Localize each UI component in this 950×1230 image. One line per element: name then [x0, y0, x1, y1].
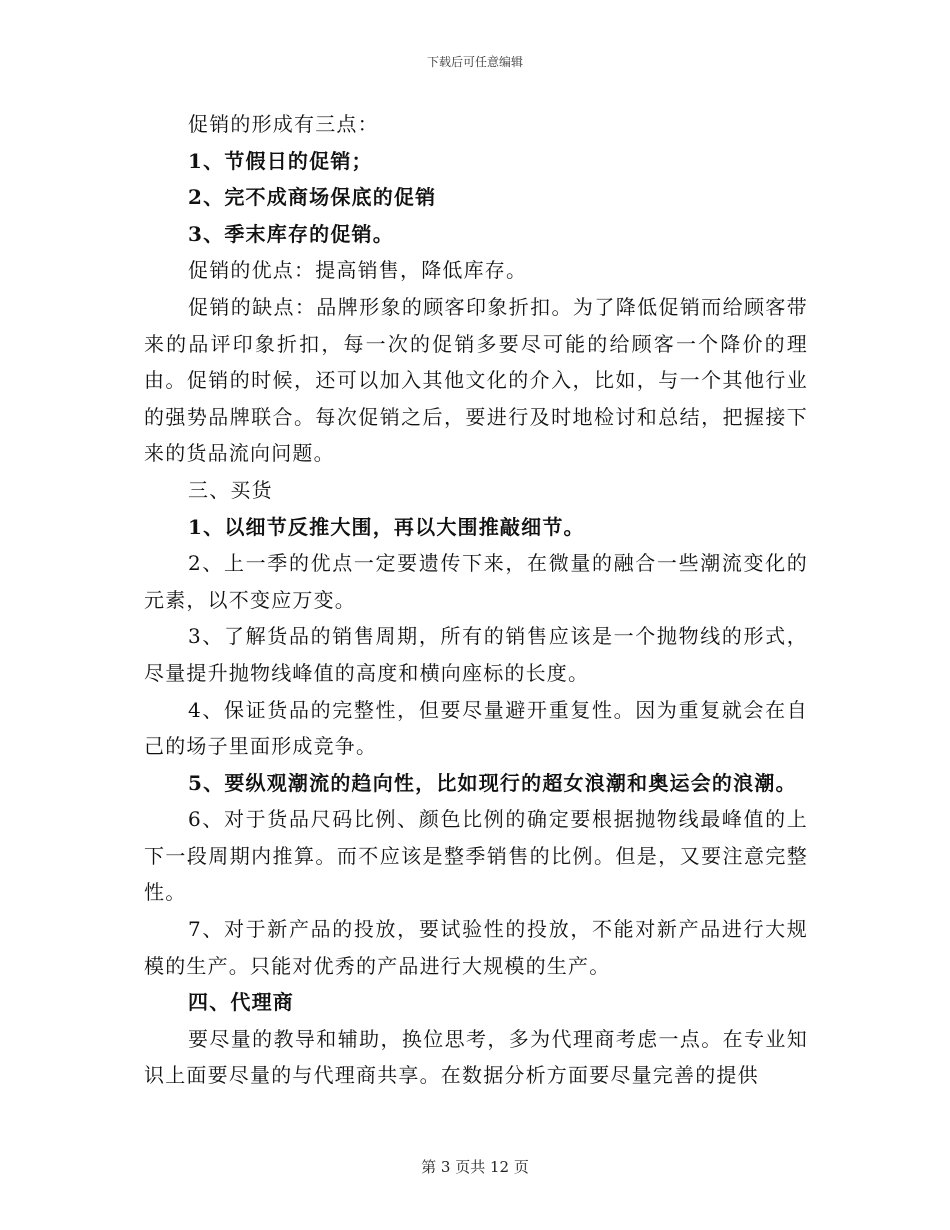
paragraph-promo-disadvantages: 促销的缺点：品牌形象的顾客印象折扣。为了降低促销而给顾客带来的品评印象折扣，每一次的促销多要尽可能的给顾客一个降价的理由。促销的时候，还可以加入其他文化的介入，比如，与一个其他行业的强势品牌联合。每次促销之后，要进行及时地检讨和总结，把握接下来的货品流向问题。 [144, 294, 808, 466]
document-body [144, 106, 808, 1094]
paragraph-agents: 要尽量的教导和辅助，换位思考，多为代理商考虑一点。在专业知识上面要尽量的与代理商共享。在数据分析方面要尽量完善的提供 [144, 1026, 808, 1088]
paragraph-buying-5: 5、要纵观潮流的趋向性，比如现行的超女浪潮和奥运会的浪潮。 [188, 770, 797, 795]
paragraph-promo-forms: 促销的形成有三点： [188, 112, 379, 136]
paragraph-mall-quota-promo: 2、完不成商场保底的促销 [188, 185, 437, 210]
paragraph-season-end-promo: 3、季末库存的促销。 [188, 221, 394, 246]
section-heading-buying: 三、买货 [188, 477, 273, 502]
paragraph-buying-1: 1、以细节反推大围，再以大围推敲细节。 [188, 514, 585, 539]
paragraph-buying-3: 3、了解货品的销售周期，所有的销售应该是一个抛物线的形式，尽量提升抛物线峰值的高度和横向座标的长度。 [144, 624, 808, 685]
paragraph-promo-advantages: 促销的优点：提高销售，降低库存。 [188, 258, 528, 283]
paragraph-buying-7: 7、对于新产品的投放，要试验性的投放，不能对新产品进行大规模的生产。只能对优秀的产品进行大规模的生产。 [144, 917, 808, 978]
paragraph-buying-4: 4、保证货品的完整性，但要尽量避开重复性。因为重复就会在自己的场子里面形成竞争。 [144, 697, 808, 759]
page-header: 下载后可任意编辑 [426, 55, 523, 69]
paragraph-buying-6: 6、对于货品尺码比例、颜色比例的确定要根据抛物线最峰值的上下一段周期内推算。而不应该是整季销售的比例。但是，又要注意完整性。 [144, 807, 808, 905]
section-heading-agents: 四、代理商 [188, 990, 294, 1015]
paragraph-holiday-promo: 1、节假日的促销； [188, 148, 373, 173]
page-footer: 第 3 页共 12 页 [421, 1158, 529, 1176]
paragraph-buying-2: 2、上一季的优点一定要遗传下来，在微量的融合一些潮流变化的元素，以不变应万变。 [144, 551, 808, 612]
